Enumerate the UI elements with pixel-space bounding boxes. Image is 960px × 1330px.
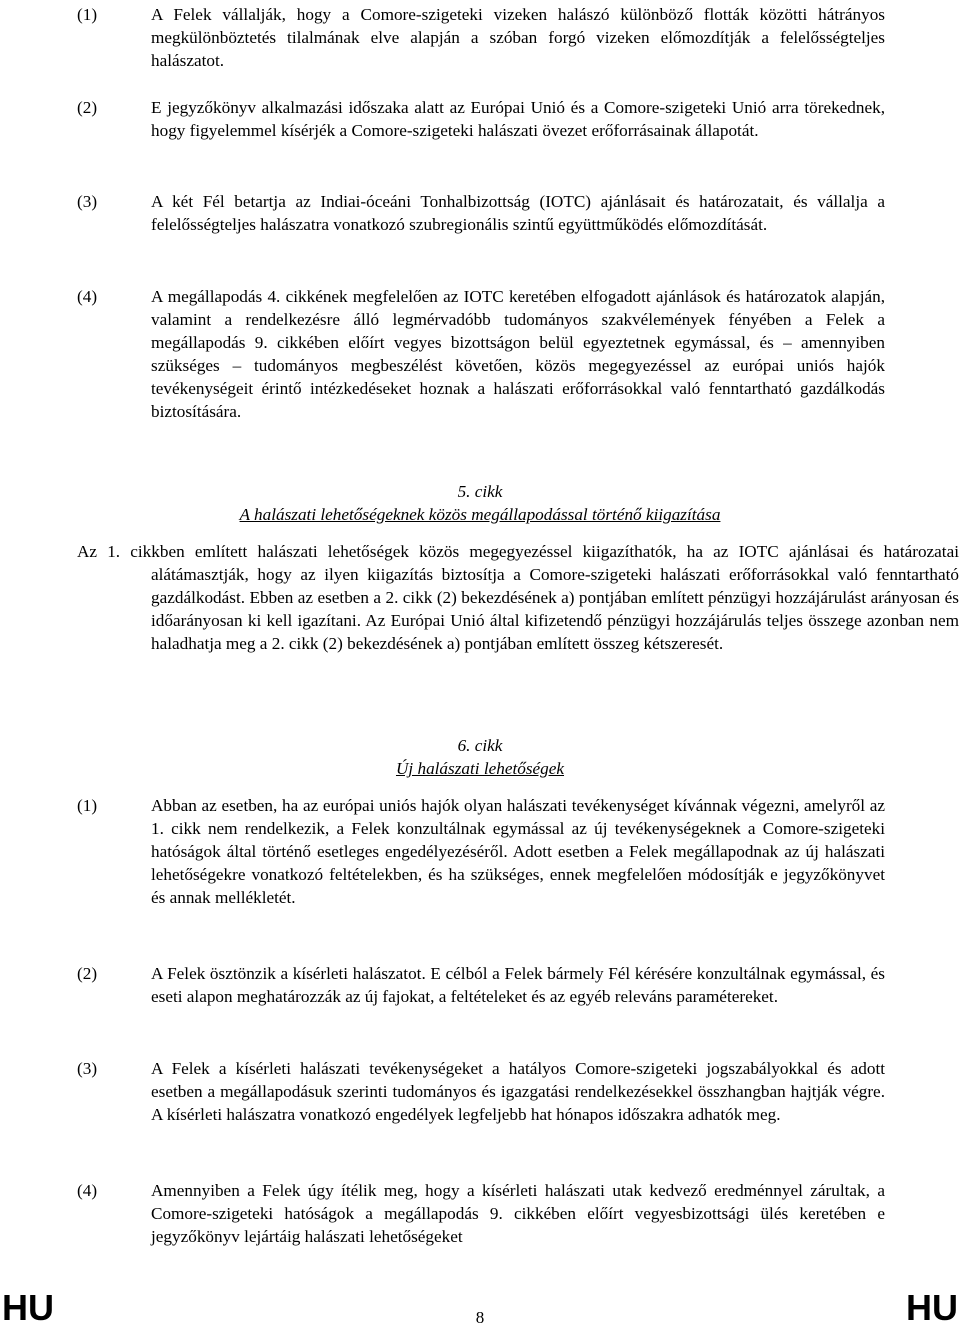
article-number: 6. cikk: [457, 736, 503, 755]
paragraph-text: Abban az esetben, ha az európai uniós hajók olyan halászati tevékenységet kívánnak végezni, amelyről az 1. cikk nem rendelkezik, a Felek konzultálnak egymással az új tevékenységeknek a Comore-szigeteki hatóságok által történő esetleges engedélyezéséről. Adott esetben a Felek megállapodnak az új halászati lehetőségekre vonatkozó feltételekben, és ha szükséges, ennek megfelelően módosítják e jegyzőkönyvet és annak mellékletét.: [151, 796, 885, 907]
paragraph-number: (3): [77, 192, 98, 211]
paragraph-2: [77, 96, 885, 142]
paragraph-text: A Felek vállalják, hogy a Comore-szigeteki vizeken halászó különböző flották közötti hátrányos megkülönböztetés tilalmának elve alapján a szóban forgó vizeken előmozdítják a felelősségteljes halászatot.: [151, 5, 885, 70]
paragraph-number: (1): [77, 5, 98, 24]
paragraph-number: (1): [77, 796, 98, 815]
page-number: 8: [475, 1308, 485, 1327]
paragraph-4: [77, 285, 885, 423]
paragraph-3: [77, 190, 885, 236]
footer-language-code-right: HU: [906, 1287, 958, 1328]
paragraph-text: A két Fél betartja az Indiai-óceáni Tonhalbizottság (IOTC) ajánlásait és határozatait, és vállalja a felelősségteljes halászatra vonatkozó szubregionális szintű együttműködés előmozdítását.: [151, 192, 885, 234]
paragraph-1: [77, 3, 885, 72]
article-6-paragraph-3: [77, 1057, 885, 1126]
article-6-paragraph-1: [77, 794, 885, 909]
article-5-heading: [150, 480, 810, 526]
article-6-paragraph-4: [77, 1179, 885, 1248]
footer-language-code-left: HU: [2, 1287, 54, 1328]
paragraph-text: A megállapodás 4. cikkének megfelelően az IOTC keretében elfogadott ajánlások és határozatok alapján, valamint a rendelkezésre álló legmérvadóbb tudományos szakvélemények fényében a Felek a megállapodás 9. cikkében előírt vegyes bizottságon belül egyeztetnek egymással, és – amennyiben szükséges – tudományos megbeszélést követően, közös megegyezéssel az európai uniós hajók tevékenységeit érintő intézkedéseket hoznak a halászati erőforrásokkal való fenntartható gazdálkodás biztosítására.: [151, 287, 885, 421]
article-title: A halászati lehetőségeknek közös megállapodással történő kiigazítása: [239, 505, 721, 524]
paragraph-number: (4): [77, 287, 98, 306]
paragraph-text: A Felek a kísérleti halászati tevékenységeket a hatályos Comore-szigeteki jogszabályokkal és adott esetben a megállapodásuk szerinti tudományos és igazgatási rendelkezésekkel összhangban hajtják végre. A kísérleti halászatra vonatkozó engedélyek legfeljebb hat hónapos időszakra adhatók meg.: [151, 1059, 885, 1124]
article-number: 5. cikk: [457, 482, 503, 501]
paragraph-text: E jegyzőkönyv alkalmazási időszaka alatt az Európai Unió és a Comore-szigeteki Unió arra törekednek, hogy figyelemmel kísérjék a Comore-szigeteki halászati övezet erőforrásainak állapotát.: [151, 98, 885, 140]
paragraph-number: (3): [77, 1059, 98, 1078]
article-6-paragraph-2: [77, 962, 885, 1008]
paragraph-text: Amennyiben a Felek úgy ítélik meg, hogy a kísérleti halászati utak kedvező eredménnyel zárultak, a Comore-szigeteki hatóságok a megállapodás 9. cikkében előírt vegyesbizottsági ülés keretében e jegyzőkönyv lejártáig halászati lehetőségeket: [151, 1181, 885, 1246]
paragraph-number: (2): [77, 98, 98, 117]
article-6-heading: [150, 734, 810, 780]
paragraph-number: (2): [77, 964, 98, 983]
article-5-body: Az 1. cikkben említett halászati lehetőségek közös megegyezéssel kiigazíthatók, ha az IOTC ajánlásai és határozatai alátámasztják, hogy az ilyen kiigazítás biztosítja a Comore-szigeteki halászati erőforrásokkal való fenntartható gazdálkodást. Ebben az esetben a 2. cikk (2) bekezdésének a) pontjában említett pénzügyi hozzájárulást arányosan és időarányosan ki kell igazítani. Az Európai Unió által kifizetendő pénzügyi hozzájárulás teljes összege azonban nem haladhatja meg a 2. cikk (2) bekezdésének a) pontjában említett összeg kétszeresét.: [77, 542, 959, 653]
paragraph-number: (4): [77, 1181, 98, 1200]
paragraph-text: A Felek ösztönzik a kísérleti halászatot. E célból a Felek bármely Fél kérésére konzultálnak egymással, és eseti alapon meghatározzák az új fajokat, a feltételeket és az egyéb releváns paramétereket.: [151, 964, 885, 1006]
article-title: Új halászati lehetőségek: [395, 759, 565, 778]
